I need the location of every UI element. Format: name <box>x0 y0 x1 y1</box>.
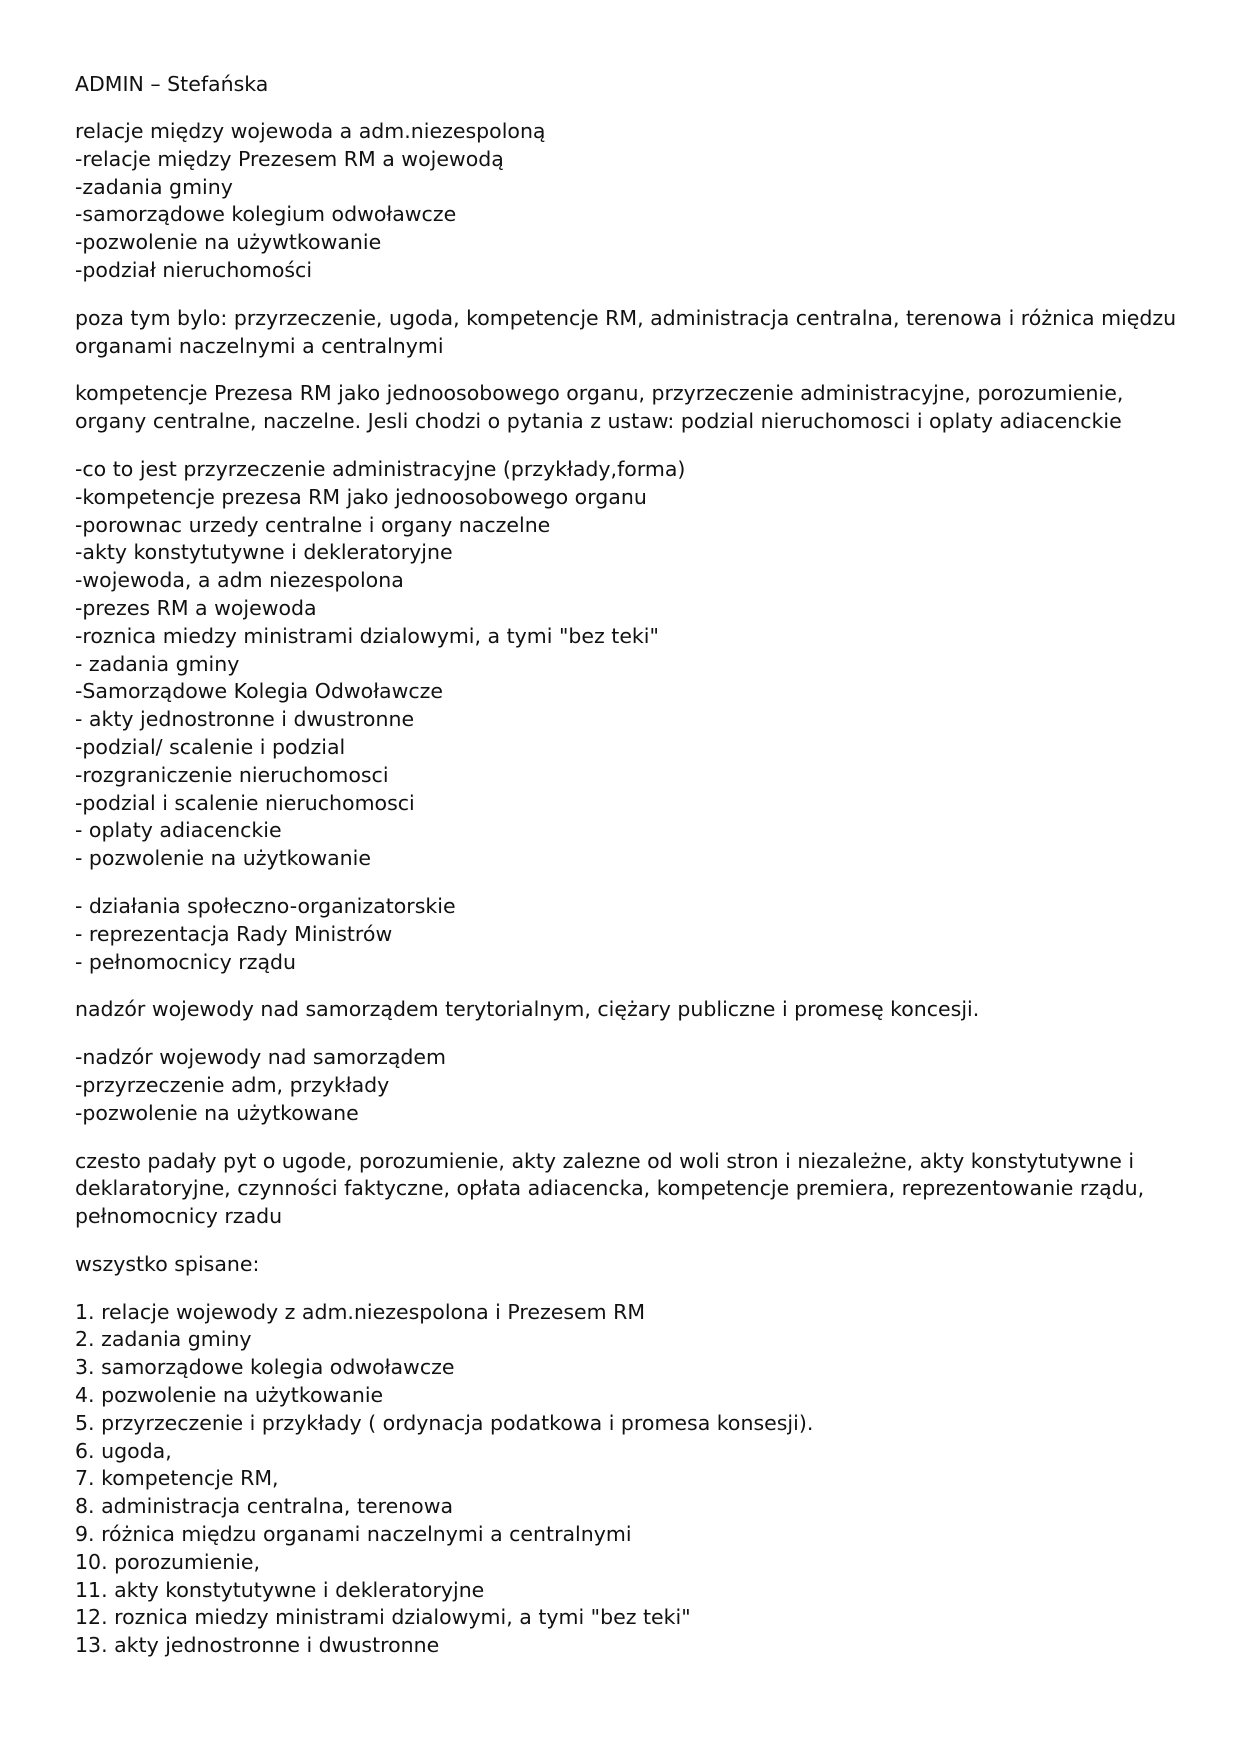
list-item: - oplaty adiacenckie <box>75 818 282 843</box>
list-item: - zadania gminy <box>75 651 240 676</box>
list-item: -co to jest przyrzeczenie administracyjne (przykłady,forma) <box>75 456 686 481</box>
list-item: -akty konstytutywne i dekleratoryjne <box>75 540 453 565</box>
paragraph-1: poza tym bylo: przyrzeczenie, ugoda, kompetencje RM, administracja centralna, terenowa i różnica międzu organami naczelnymi a centralnymi <box>75 305 1177 358</box>
list-item: 13. akty jednostronne i dwustronne <box>75 1633 440 1658</box>
list-item: 11. akty konstytutywne i dekleratoryjne <box>75 1577 485 1602</box>
list-item: 7. kompetencje RM, <box>75 1466 279 1491</box>
list-item: -podzial i scalenie nieruchomosci <box>75 790 415 815</box>
list-item: -prezes RM a wojewoda <box>75 595 317 620</box>
list-item: -wojewoda, a adm niezespolona <box>75 568 404 593</box>
list-item: 12. roznica miedzy ministrami dzialowymi, a tymi "bez teki" <box>75 1605 691 1630</box>
topic-list-1 <box>75 118 1185 285</box>
list-item: - pełnomocnicy rządu <box>75 949 297 974</box>
list-item: -pozwolenie na użytkowane <box>75 1100 359 1125</box>
topic-list-4 <box>75 1044 1185 1127</box>
list-item: 2. zadania gminy <box>75 1327 252 1352</box>
list-item: 5. przyrzeczenie i przykłady ( ordynacja podatkowa i promesa konsesji). <box>75 1410 814 1435</box>
list-item: -samorządowe kolegium odwoławcze <box>75 202 457 227</box>
list-item: relacje między wojewoda a adm.niezespoloną <box>75 119 546 143</box>
list-item: - pozwolenie na użytkowanie <box>75 846 371 871</box>
list-item: -porownac urzedy centralne i organy naczelne <box>75 512 551 537</box>
list-item: -relacje między Prezesem RM a wojewodą <box>75 146 504 171</box>
list-item: 6. ugoda, <box>75 1438 172 1463</box>
list-item: 1. relacje wojewody z adm.niezespolona i Prezesem RM <box>75 1299 646 1324</box>
list-item: -podzial/ scalenie i podzial <box>75 734 346 759</box>
paragraph-2: kompetencje Prezesa RM jako jednoosobowego organu, przyrzeczenie administracyjne, porozumienie, organy centralne, naczelne. Jesli chodzi o pytania z ustaw: podzial nieruchomosci i oplaty adiacenckie <box>75 381 1124 434</box>
list-item: -rozgraniczenie nieruchomosci <box>75 762 389 787</box>
list-item: -roznica miedzy ministrami dzialowymi, a tymi "bez teki" <box>75 623 659 648</box>
list-item: 9. różnica międzu organami naczelnymi a centralnymi <box>75 1522 632 1547</box>
list-item: - akty jednostronne i dwustronne <box>75 707 415 732</box>
list-item: 8. administracja centralna, terenowa <box>75 1494 454 1519</box>
list-item: -nadzór wojewody nad samorządem <box>75 1045 446 1070</box>
list-item: 4. pozwolenie na użytkowanie <box>75 1383 384 1408</box>
list-item: -Samorządowe Kolegia Odwoławcze <box>75 679 443 704</box>
numbered-list <box>75 1299 1185 1660</box>
list-item: - działania społeczno-organizatorskie <box>75 893 456 918</box>
paragraph-4: czesto padały pyt o ugode, porozumienie, akty zalezne od woli stron i niezależne, akty konstytutywne i deklaratoryjne, czynności faktyczne, opłata adiacencka, kompetencje premiera, reprezentowanie rządu, pełnomocnicy rzadu <box>75 1148 1145 1229</box>
list-item: - reprezentacja Rady Ministrów <box>75 921 393 946</box>
document-page <box>75 70 1185 1680</box>
list-item: 10. porozumienie, <box>75 1549 261 1574</box>
list-item: 3. samorządowe kolegia odwoławcze <box>75 1355 455 1380</box>
topic-list-2 <box>75 456 1185 873</box>
list-item: -kompetencje prezesa RM jako jednoosobowego organu <box>75 484 647 509</box>
list-item: -podział nieruchomości <box>75 257 313 282</box>
paragraph-5: wszystko spisane: <box>75 1251 260 1276</box>
list-item: -zadania gminy <box>75 174 233 199</box>
paragraph-3: nadzór wojewody nad samorządem terytorialnym, ciężary publiczne i promesę koncesji. <box>75 997 980 1022</box>
list-item: -pozwolenie na używtkowanie <box>75 230 382 255</box>
topic-list-3 <box>75 893 1185 976</box>
list-item: -przyrzeczenie adm, przykłady <box>75 1072 390 1097</box>
document-title: ADMIN – Stefańska <box>75 72 269 96</box>
